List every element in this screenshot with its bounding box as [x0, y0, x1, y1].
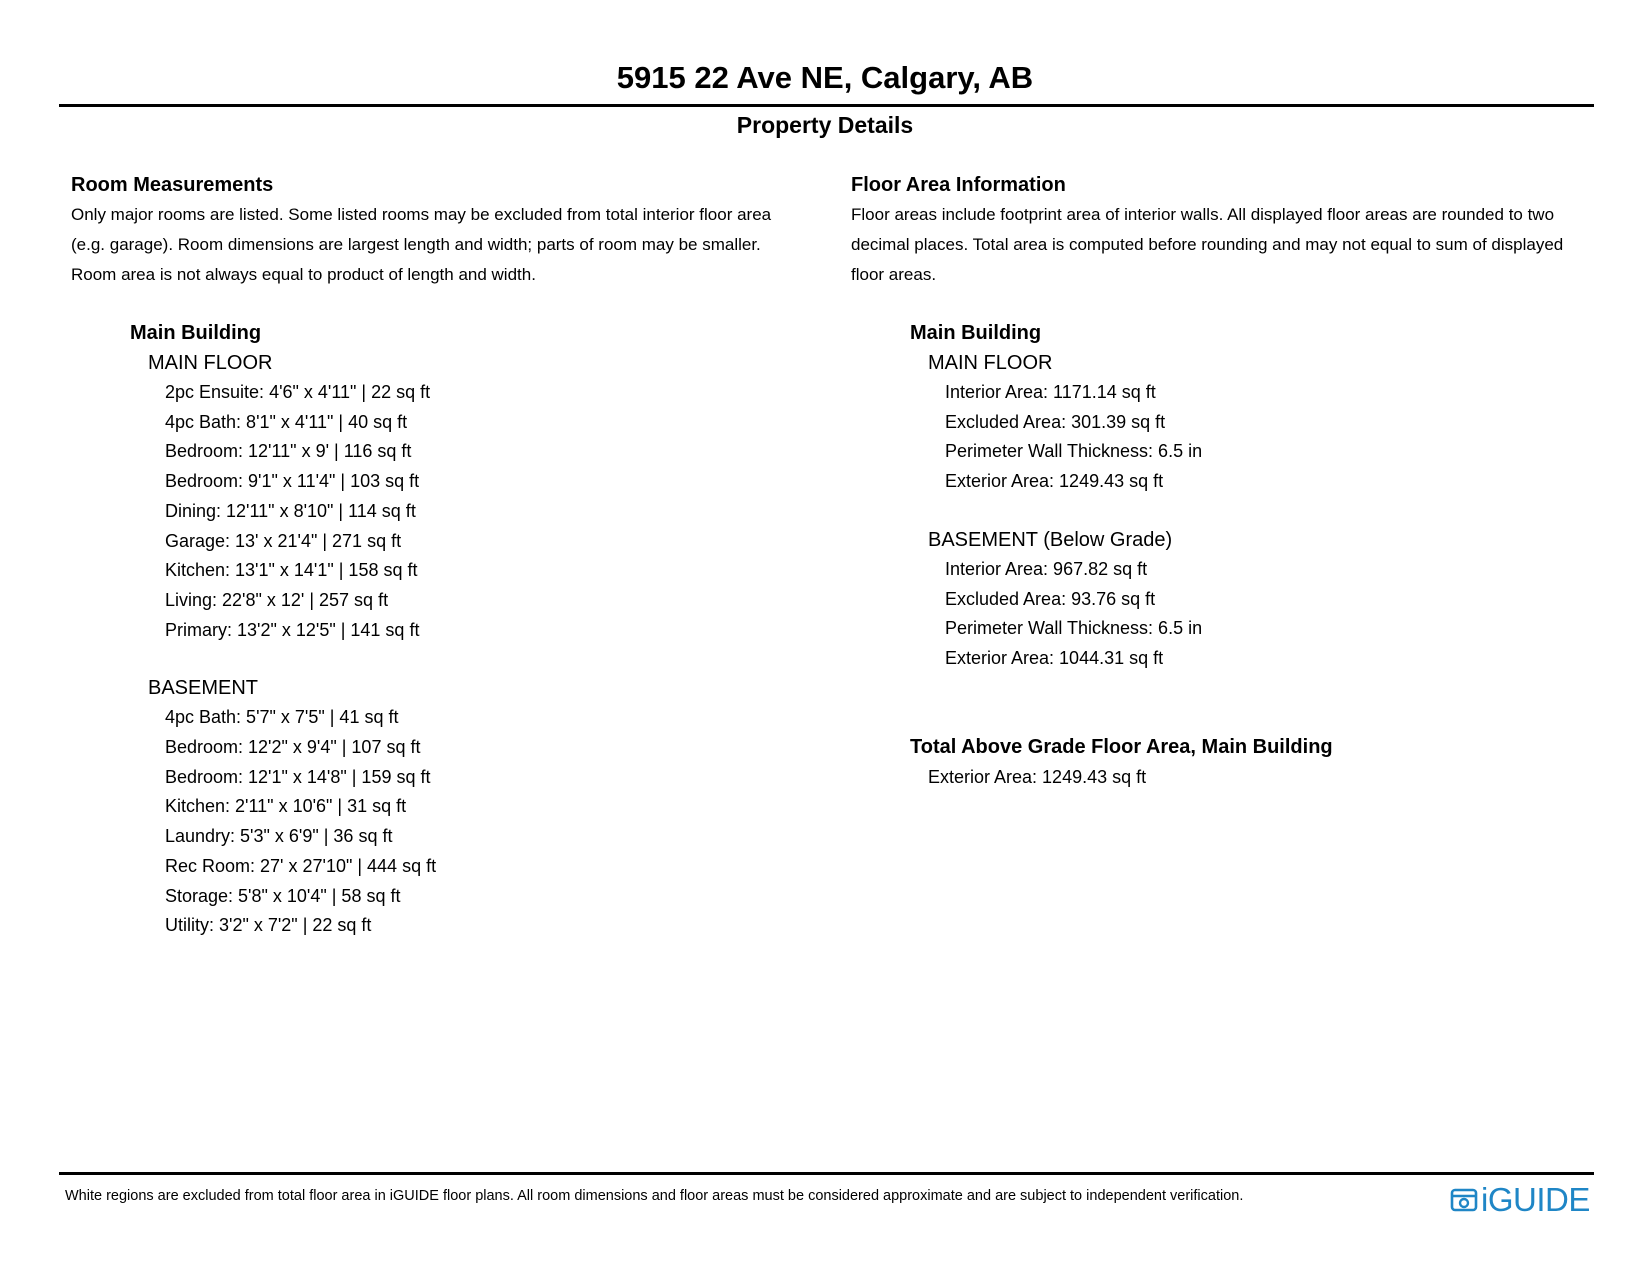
- area-item: Exterior Area: 1249.43 sq ft: [945, 471, 1164, 492]
- room-item: Kitchen: 2'11" x 10'6" | 31 sq ft: [165, 796, 407, 817]
- footer-divider: [59, 1172, 1594, 1175]
- room-item: Utility: 3'2" x 7'2" | 22 sq ft: [165, 915, 372, 936]
- area-item: Interior Area: 967.82 sq ft: [945, 558, 1148, 579]
- area-item: Perimeter Wall Thickness: 6.5 in: [945, 618, 1203, 639]
- room-floor-heading: MAIN FLOOR: [148, 352, 273, 374]
- iguide-logo: [1450, 1180, 1590, 1220]
- room-item: Bedroom: 12'2" x 9'4" | 107 sq ft: [165, 737, 421, 758]
- logo-text: iGUIDE: [1481, 1181, 1590, 1218]
- room-measurements-heading: Room Measurements: [71, 174, 274, 196]
- floor-area-heading: Floor Area Information: [851, 174, 1066, 196]
- area-item: Interior Area: 1171.14 sq ft: [945, 382, 1156, 402]
- room-building-heading: Main Building: [130, 322, 262, 344]
- floor-area-section: [851, 170, 1611, 792]
- room-item: 4pc Bath: 5'7" x 7'5" | 41 sq ft: [165, 707, 399, 728]
- room-item: Garage: 13' x 21'4" | 271 sq ft: [165, 530, 402, 551]
- room-item: Laundry: 5'3" x 6'9" | 36 sq ft: [165, 826, 393, 847]
- room-note-line: Only major rooms are listed. Some listed rooms may be excluded from total interior floor area: [71, 205, 772, 224]
- room-item: 2pc Ensuite: 4'6" x 4'11" | 22 sq ft: [165, 382, 431, 402]
- area-item: Excluded Area: 301.39 sq ft: [945, 411, 1166, 432]
- room-item: Storage: 5'8" x 10'4" | 58 sq ft: [165, 885, 401, 906]
- room-item: 4pc Bath: 8'1" x 4'11" | 40 sq ft: [165, 411, 408, 432]
- room-item: Kitchen: 13'1" x 14'1" | 158 sq ft: [165, 560, 418, 581]
- floor-building-heading: Main Building: [910, 322, 1042, 344]
- room-item: Rec Room: 27' x 27'10" | 444 sq ft: [165, 855, 437, 876]
- area-item: Exterior Area: 1044.31 sq ft: [945, 647, 1164, 668]
- room-item: Living: 22'8" x 12' | 257 sq ft: [165, 589, 389, 610]
- room-measurements-section: [71, 170, 811, 941]
- room-item: Bedroom: 12'11" x 9' | 116 sq ft: [165, 441, 412, 462]
- total-area-heading: Total Above Grade Floor Area, Main Building: [910, 735, 1333, 758]
- page-subtitle: Property Details: [736, 112, 914, 138]
- footer-disclaimer: White regions are excluded from total floor area in iGUIDE floor plans. All room dimensions and floor areas must be considered approximate and are subject to independent verification.: [65, 1188, 1244, 1204]
- room-item: Bedroom: 9'1" x 11'4" | 103 sq ft: [165, 471, 420, 492]
- room-note-line: Room area is not always equal to product of length and width.: [71, 265, 536, 284]
- room-note-line: (e.g. garage). Room dimensions are largest length and width; parts of room may be smaller.: [71, 235, 761, 254]
- area-item: Perimeter Wall Thickness: 6.5 in: [945, 441, 1203, 462]
- room-item: Primary: 13'2" x 12'5" | 141 sq ft: [165, 619, 420, 640]
- camera-icon: [1450, 1186, 1478, 1214]
- area-floor-heading: BASEMENT (Below Grade): [928, 528, 1173, 551]
- total-area-line: Exterior Area: 1249.43 sq ft: [928, 766, 1147, 787]
- floor-note-line: Floor areas include footprint area of interior walls. All displayed floor areas are rounded to two: [851, 205, 1555, 224]
- area-floor-heading: MAIN FLOOR: [928, 352, 1053, 374]
- room-item: Dining: 12'11" x 8'10" | 114 sq ft: [165, 500, 416, 521]
- floor-note-line: decimal places. Total area is computed before rounding and may not equal to sum of displayed: [851, 235, 1564, 254]
- room-floor-heading: BASEMENT: [148, 677, 259, 700]
- floor-note-line: floor areas.: [851, 265, 937, 284]
- title-divider: [59, 104, 1594, 107]
- page-title: 5915 22 Ave NE, Calgary, AB: [616, 60, 1034, 95]
- area-item: Excluded Area: 93.76 sq ft: [945, 588, 1156, 609]
- room-item: Bedroom: 12'1" x 14'8" | 159 sq ft: [165, 766, 431, 787]
